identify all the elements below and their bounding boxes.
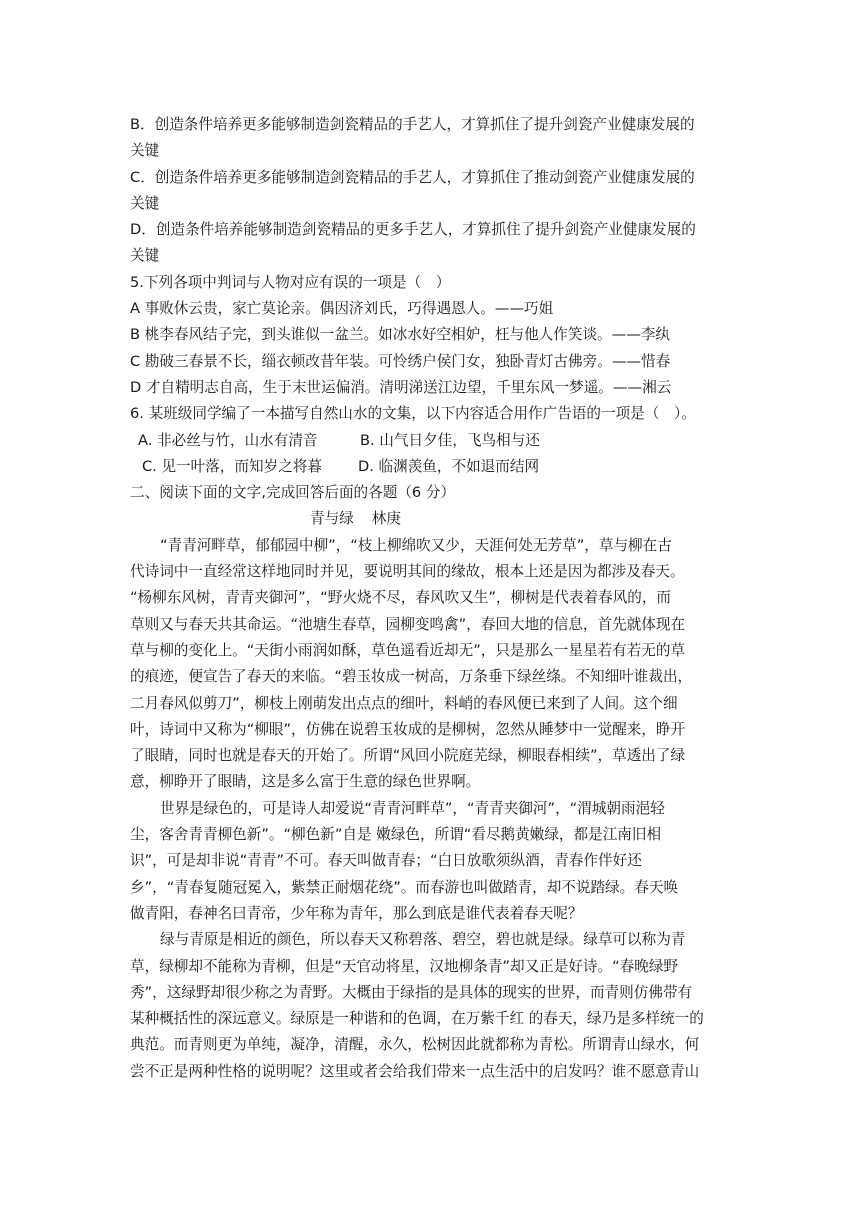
q6-option-d: D. 临渊羡鱼，不如退而结网 (358, 457, 540, 475)
article-title: 青与绿 (310, 510, 354, 528)
article-line: 世界是绿色的，可是诗人却爱说“青青河畔草”，“青青夹御河”，“渭城朝雨浥轻 (160, 799, 665, 817)
q4-option-c-line2: 关键 (130, 194, 160, 212)
article-line: 典范。而青则更为单纯，凝净，清醒，永久，松树因此就都称为青松。所谓青山绿水，何 (130, 1036, 700, 1054)
article-title-line (130, 506, 730, 532)
q5-option-a: A 事败休云贵，家亡莫论亲。偶因济刘氏，巧得遇恩人。——巧姐 (130, 300, 554, 318)
article-line: 做青阳，春神名曰青帝，少年称为青年，那么到底是谁代表着春天呢？ (130, 904, 583, 922)
article-author: 林庚 (371, 510, 401, 528)
article-line: 了眼睛，同时也就是春天的开始了。所谓“风回小院庭芜绿，柳眼春相续”，草透出了绿 (130, 747, 686, 765)
article-line: 的痕迹，便宣告了春天的来临。“碧玉妆成一树高，万条垂下绿丝绦。不知细叶谁裁出， (130, 668, 693, 686)
article-line: 尘，客舍青青柳色新”。“柳色新”自是 嫩绿色，所谓“看尽鹅黄嫩绿，都是江南旧相 (130, 826, 662, 844)
q4-option-d-line1: D．创造条件培养能够制造剑瓷精品的更多手艺人，才算抓住了提升剑瓷产业健康发展的 (130, 221, 696, 239)
article-line: 乡”，“青春复随冠冕入，紫禁正耐烟花绕”。而春游也叫做踏青，却不说踏绿。春天唤 (130, 878, 679, 896)
article-line: 草，绿柳却不能称为青柳，但是“天官动将星，汉地柳条青”却又正是好诗。“春晚绿野 (130, 957, 679, 975)
article-line: 某种概括性的深远意义。绿原是一种谐和的色调，在万紫千红 的春天，绿乃是多样统一的 (130, 1010, 704, 1028)
q6-option-c: C. 见一叶落，而知岁之将暮 (142, 457, 323, 475)
q6-options-row2 (130, 454, 730, 480)
article-line: 叶，诗词中又称为“柳眼”，仿佛在说碧玉妆成的是柳树，忽然从睡梦中一觉醒来，睁开 (130, 720, 686, 738)
article-line: 识”，可是却非说“青青”不可。春天叫做青春；“白日放歌须纵酒，青春作伴好还 (130, 852, 642, 870)
section-heading: 二、阅读下面的文字,完成回答后面的各题（6 分） (130, 484, 456, 502)
article-line: 绿与青原是相近的颜色，所以春天又称碧落、碧空，碧也就是绿。绿草可以称为青 (160, 931, 686, 949)
q6-option-a: A. 非必丝与竹，山水有清音 (138, 431, 318, 449)
q6-options-row1 (130, 428, 730, 454)
article-line: “青青河畔草，郁郁园中柳”，“枝上柳绵吹又少，天涯何处无芳草”，草与柳在古 (160, 536, 672, 554)
article-line: 代诗词中一直经常这样地同时并见，要说明其间的缘故，根本上还是因为都涉及春天。 (130, 563, 685, 581)
q5-stem: 5.下列各项中判词与人物对应有误的一项是（ ） (130, 273, 451, 291)
article-line: 草则又与春天共其命运。“池塘生春草，园柳变鸣禽”，春回大地的信息，首先就体现在 (130, 615, 686, 633)
q5-option-d: D 才自精明志自高，生于末世运偏消。清明涕送江边望，千里东风一梦遥。——湘云 (130, 378, 672, 396)
q6-stem: 6. 某班级同学编了一本描写自然山水的文集，以下内容适合用作广告语的一项是（ ）。 (130, 405, 696, 423)
article-line: “杨柳东风树，青青夹御河”，“野火烧不尽，春风吹又生”，柳树是代表着春风的，而 (130, 589, 672, 607)
document-page (130, 112, 730, 1085)
article-line: 秀”，这绿野却很少称之为青野。大概由于绿指的是具体的现实的世界，而青则仿佛带有 (130, 983, 693, 1001)
q4-option-b-line2: 关键 (130, 142, 160, 160)
q4-option-c-line1: C．创造条件培养更多能够制造剑瓷精品的手艺人，才算抓住了推动剑瓷产业健康发展的 (130, 168, 695, 186)
article-line: 二月春风似剪刀”，柳枝上刚萌发出点点的细叶，料峭的春风便已来到了人间。这个细 (130, 694, 678, 712)
q4-option-d-line2: 关键 (130, 247, 160, 265)
article-line: 意，柳睁开了眼睛，这是多么富于生意的绿色世界啊。 (130, 773, 481, 791)
q4-option-b-line1: B．创造条件培养更多能够制造剑瓷精品的手艺人，才算抓住了提升剑瓷产业健康发展的 (130, 116, 695, 133)
q5-option-b: B 桃李春风结子完，到头谁似一盆兰。如冰水好空相妒，枉与他人作笑谈。——李纨 (130, 326, 671, 344)
q5-option-c: C 勘破三春景不长，缁衣顿改昔年装。可怜绣户侯门女，独卧青灯古佛旁。——惜春 (130, 352, 671, 370)
article-line: 尝不正是两种性格的说明呢？这里或者会给我们带来一点生活中的启发吗？谁不愿意青山 (130, 1062, 700, 1080)
article-line: 草与柳的变化上。“天街小雨润如酥，草色遥看近却无”，只是那么一星星若有若无的草 (130, 641, 686, 659)
q6-option-b: B. 山气日夕佳，飞鸟相与还 (360, 431, 540, 449)
